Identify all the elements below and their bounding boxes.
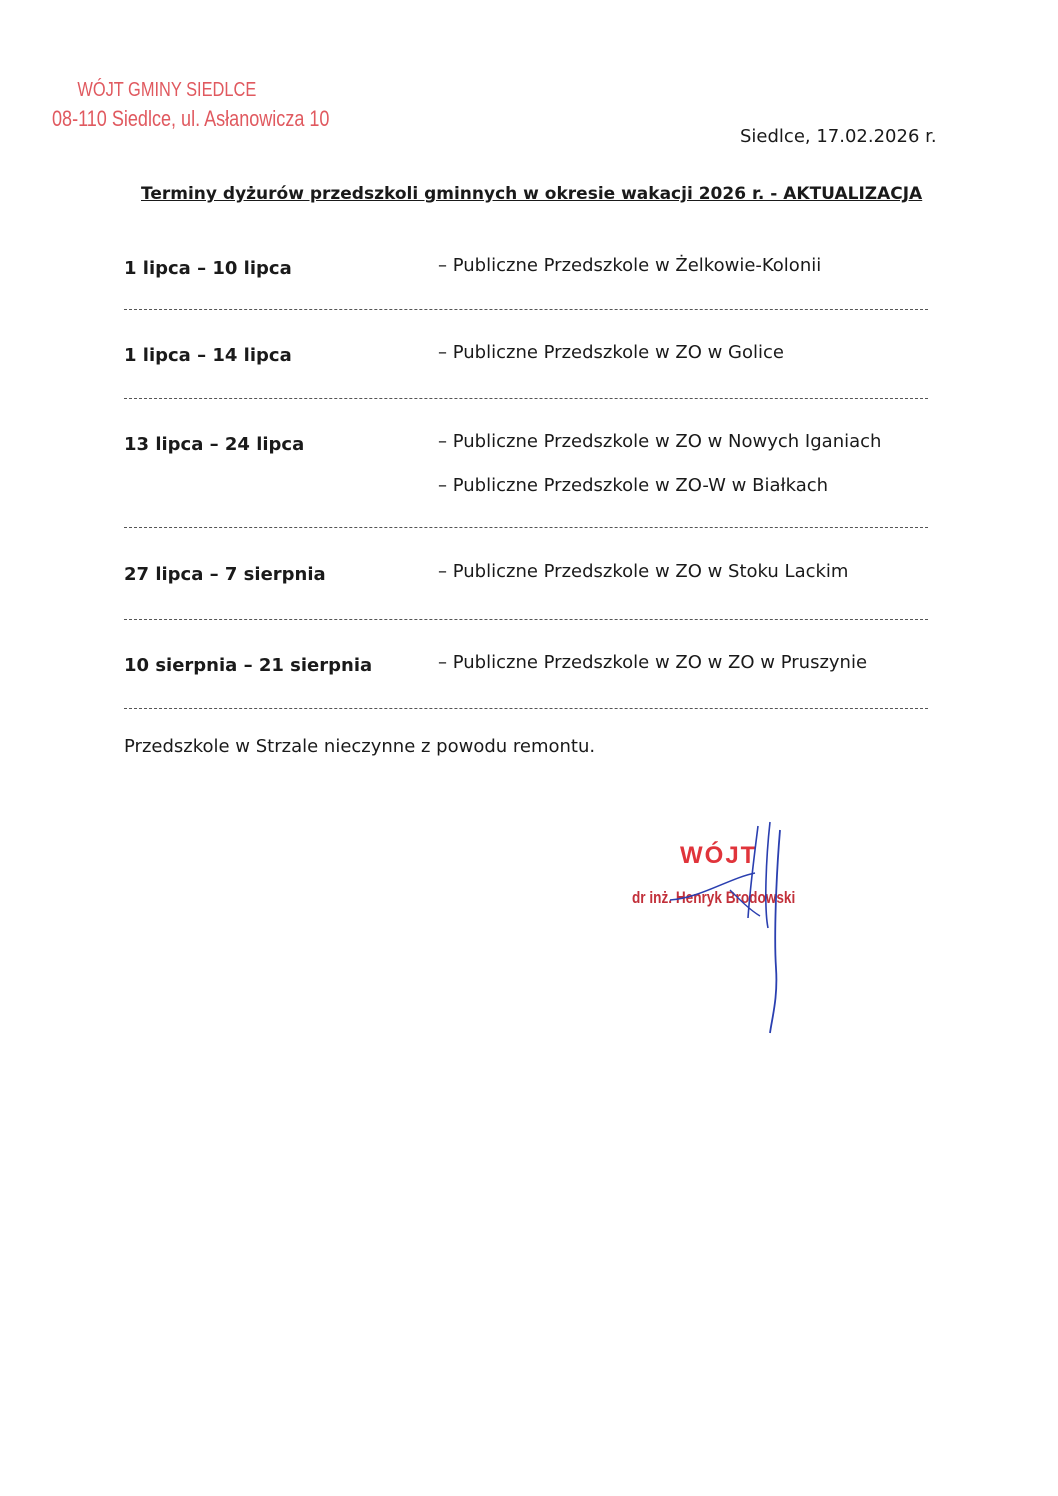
schedule-row <box>124 236 928 310</box>
signature-title: WÓJT <box>680 842 758 869</box>
schedule-list <box>124 236 928 709</box>
schedule-place: – Publiczne Przedszkole w ZO-W w Białkach <box>438 475 829 496</box>
schedule-row <box>124 310 928 399</box>
schedule-place: – Publiczne Przedszkole w ZO w ZO w Pruszynie <box>438 652 868 673</box>
schedule-places <box>438 560 848 604</box>
schedule-period: 13 lipca – 24 lipca <box>124 434 305 455</box>
schedule-period: 10 sierpnia – 21 sierpnia <box>124 655 373 676</box>
schedule-period: 27 lipca – 7 sierpnia <box>124 564 326 585</box>
schedule-place: – Publiczne Przedszkole w Żelkowie-Kolonii <box>438 255 822 276</box>
schedule-period: 1 lipca – 14 lipca <box>124 345 292 366</box>
schedule-places <box>438 341 784 385</box>
signature-block <box>630 818 830 1048</box>
handwritten-signature-icon <box>630 818 830 1048</box>
schedule-places <box>438 254 821 298</box>
schedule-period: 1 lipca – 10 lipca <box>124 258 292 279</box>
schedule-place: – Publiczne Przedszkole w ZO w Golice <box>438 342 784 363</box>
schedule-place: – Publiczne Przedszkole w ZO w Nowych Iganiach <box>438 431 882 452</box>
office-stamp <box>52 76 330 134</box>
schedule-places <box>438 651 867 695</box>
stamp-office-name: WÓJT GMINY SIEDLCE <box>77 79 257 101</box>
schedule-row <box>124 528 928 620</box>
stamp-address: 08-110 Siedlce, ul. Asłanowicza 10 <box>52 106 330 131</box>
closure-note: Przedszkole w Strzale nieczynne z powodu remontu. <box>124 736 596 757</box>
schedule-row <box>124 399 928 528</box>
schedule-places <box>438 430 881 518</box>
schedule-place: – Publiczne Przedszkole w ZO w Stoku Lackim <box>438 561 849 582</box>
document-title: Terminy dyżurów przedszkoli gminnych w okresie wakacji 2026 r. - AKTUALIZACJA <box>141 184 923 204</box>
schedule-row <box>124 620 928 709</box>
signature-name: dr inż. Henryk Brodowski <box>632 888 796 907</box>
document-date: Siedlce, 17.02.2026 r. <box>740 126 937 147</box>
